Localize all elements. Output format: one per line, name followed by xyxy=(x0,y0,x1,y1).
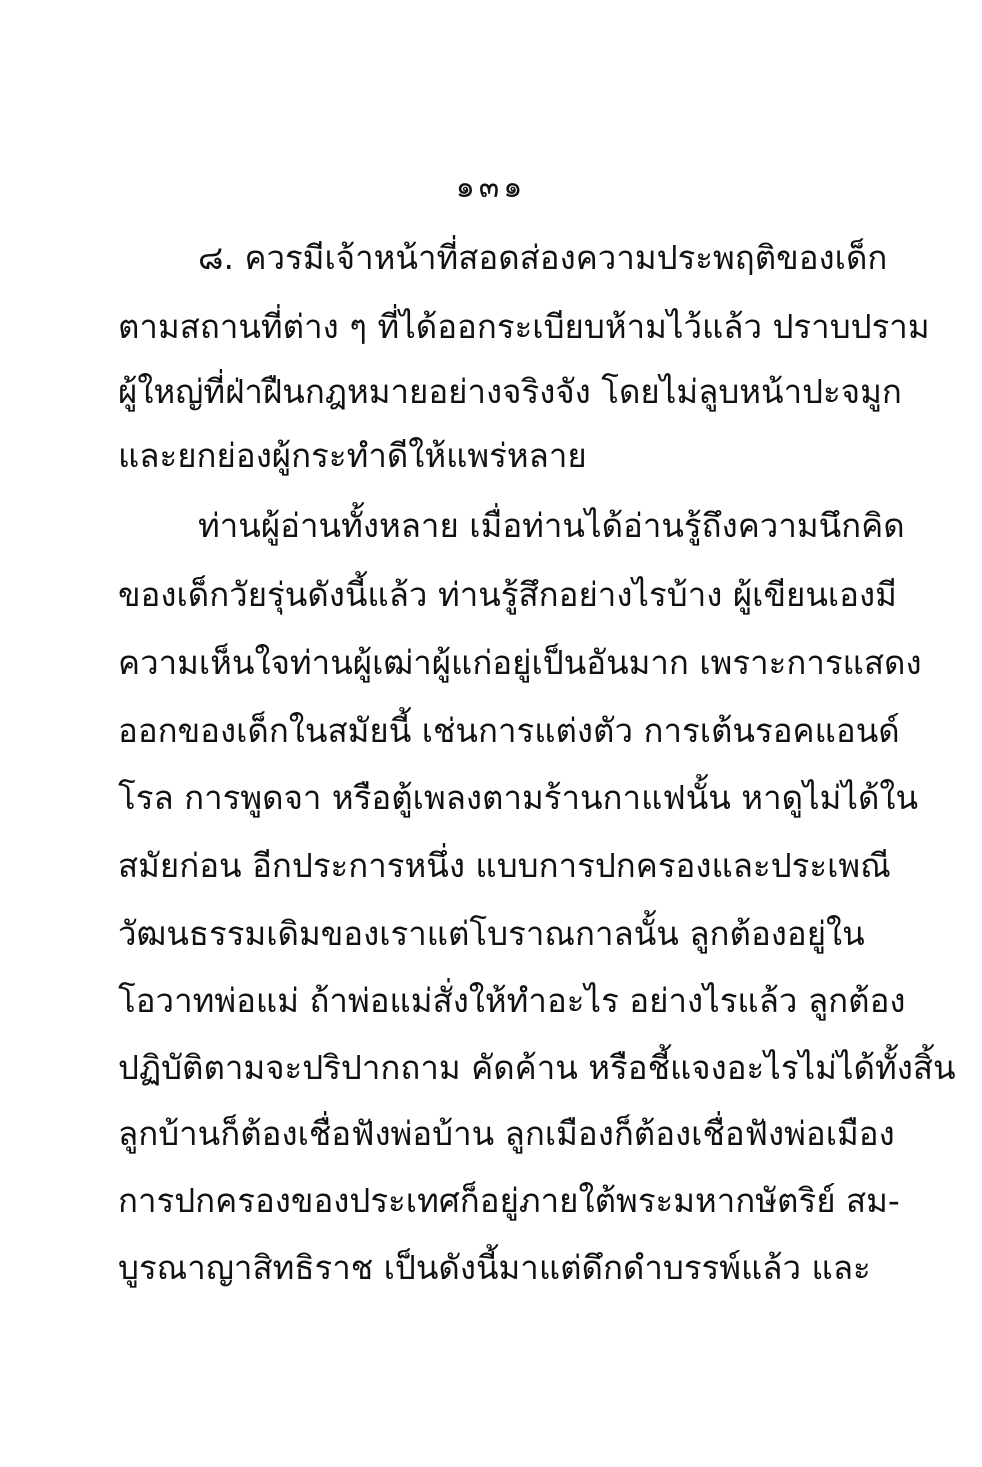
text-line: ปฏิบัติตามจะปริปากถาม คัดค้าน หรือชี้แจงอะไรไม่ได้ทั้งสิ้น xyxy=(118,1048,956,1087)
text-line: โรล การพูดจา หรือตู้เพลงตามร้านกาแฟนั้น หาดูไม่ได้ใน xyxy=(118,778,919,817)
text-line: ท่านผู้อ่านทั้งหลาย เมื่อท่านได้อ่านรู้ถึงความนึกคิด xyxy=(198,506,905,545)
text-line: ตามสถานที่ต่าง ๆ ที่ได้ออกระเบียบห้ามไว้แล้ว ปราบปราม xyxy=(118,307,930,346)
text-line: ๘. ควรมีเจ้าหน้าที่สอดส่องความประพฤติของเด็ก xyxy=(198,238,888,277)
text-line: ผู้ใหญ่ที่ฝ่าฝืนกฎหมายอย่างจริงจัง โดยไม่ลูบหน้าปะจมูก xyxy=(118,372,902,411)
text-line: วัฒนธรรมเดิมของเราแต่โบราณกาลนั้น ลูกต้องอยู่ใน xyxy=(118,914,865,953)
text-line: การปกครองของประเทศก็อยู่ภายใต้พระมหากษัตริย์ สม- xyxy=(118,1181,900,1220)
text-line: ออกของเด็กในสมัยนี้ เช่นการแต่งตัว การเต้นรอคแอนด์ xyxy=(118,711,900,750)
text-line: บูรณาญาสิทธิราช เป็นดังนี้มาแต่ดึกดำบรรพ์แล้ว และ xyxy=(118,1248,871,1287)
text-line: ลูกบ้านก็ต้องเชื่อฟังพ่อบ้าน ลูกเมืองก็ต้องเชื่อฟังพ่อเมือง xyxy=(118,1114,895,1153)
text-line: ความเห็นใจท่านผู้เฒ่าผู้แก่อยู่เป็นอันมาก เพราะการแสดง xyxy=(118,643,922,682)
text-line: และยกย่องผู้กระทำดีให้แพร่หลาย xyxy=(118,436,587,475)
text-line: ของเด็กวัยรุ่นดังนี้แล้ว ท่านรู้สึกอย่างไรบ้าง ผู้เขียนเองมี xyxy=(118,575,897,614)
text-line: โอวาทพ่อแม่ ถ้าพ่อแม่สั่งให้ทำอะไร อย่างไรแล้ว ลูกต้อง xyxy=(118,981,906,1020)
page-number: ๑๓๑ xyxy=(455,170,527,205)
text-line: สมัยก่อน อีกประการหนึ่ง แบบการปกครองและประเพณี xyxy=(118,846,891,885)
